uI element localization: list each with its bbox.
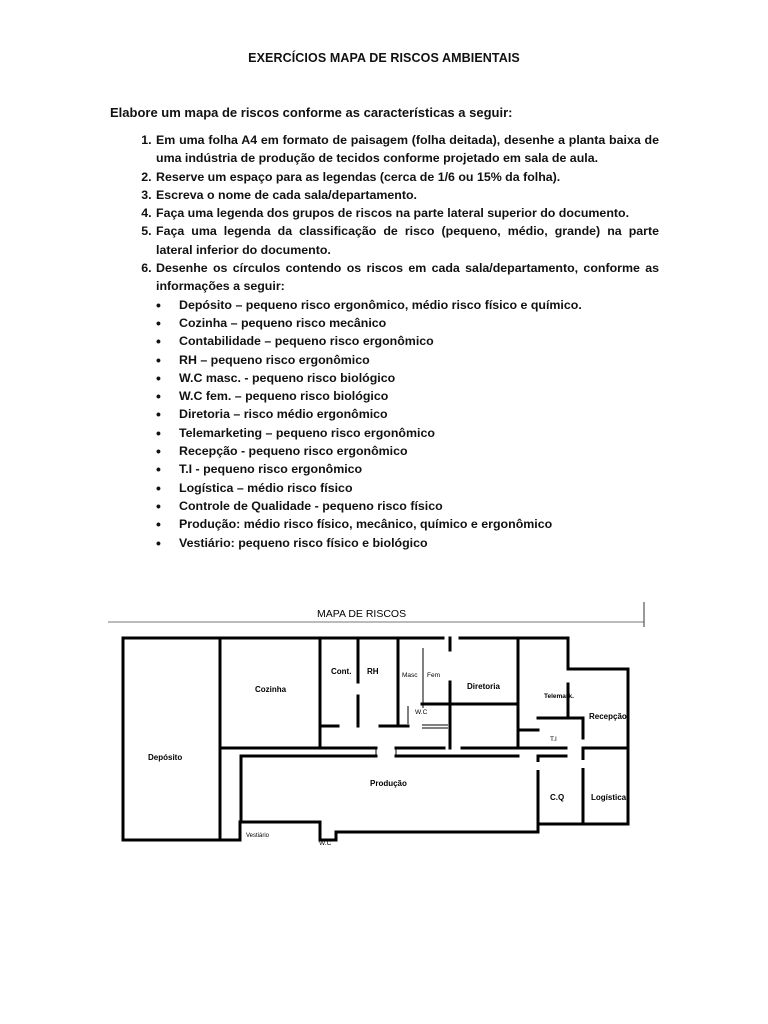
instruction-text: Faça uma legenda dos grupos de riscos na parte lateral superior do documento. [156,206,630,221]
risk-item: • Vestiário: pequeno risco físico e biológico [179,534,659,552]
risk-item: • Produção: médio risco físico, mecânico, químico e ergonômico [179,515,659,533]
risk-item: • Diretoria – risco médio ergonômico [179,405,659,423]
room-label-fem: Fem [427,672,440,679]
wall [123,638,240,840]
risk-item: • Recepção - pequeno risco ergonômico [179,442,659,460]
risk-item: • Logística – médio risco físico [179,479,659,497]
risk-item: • Contabilidade – pequeno risco ergonômico [179,332,659,350]
room-label-wc-bottom: W.C [319,840,332,847]
risk-list [156,296,659,552]
room-label-telemark: Telemark. [544,693,574,700]
instruction-text: Reserve um espaço para as legendas (cerca de 1/6 ou 15% da folha). [156,169,561,184]
instruction-item [155,204,659,222]
instruction-text: Escreva o nome de cada sala/departamento. [156,187,418,202]
room-label-logistica: Logística [591,793,627,802]
instruction-item [155,168,659,186]
room-label-deposito: Depósito [148,753,183,762]
room-label-wc-top: W.C [415,709,428,716]
instruction-text: Faça uma legenda da classificação de risco (pequeno, médio, grande) na parte lateral inferior do documento. [156,224,659,257]
room-label-ti: T.I [550,736,557,743]
room-label-cozinha: Cozinha [255,685,287,694]
room-label-vestiario: Vestiário [246,833,270,839]
wall [320,824,590,840]
instruction-text: Em uma folha A4 em formato de paisagem (folha deitada), desenhe a planta baixa de uma indústria de produção de tecidos conforme projetado em sala de aula. [156,133,659,166]
floor-plan [108,600,648,870]
risk-item: • Depósito – pequeno risco ergonômico, médio risco físico e químico. [179,296,659,314]
risk-item: • W.C fem. – pequeno risco biológico [179,387,659,405]
instruction-item [155,186,659,204]
instruction-text: Desenhe os círculos contendo os riscos em cada sala/departamento, conforme as informações a seguir: [156,261,659,294]
room-label-diretoria: Diretoria [467,682,500,691]
risk-item: • Telemarketing – pequeno risco ergonômico [179,424,659,442]
floor-plan-title: MAPA DE RISCOS [317,608,407,620]
instruction-item [155,259,659,552]
wc-door [422,725,448,728]
risk-item: • Cozinha – pequeno risco mecânico [179,314,659,332]
room-label-cq: C.Q [550,793,565,802]
risk-item: • RH – pequeno risco ergonômico [179,351,659,369]
instruction-item [155,222,659,259]
floor-plan-drawing [108,600,648,870]
risk-item: • Controle de Qualidade - pequeno risco físico [179,497,659,515]
risk-item: • W.C masc. - pequeno risco biológico [179,369,659,387]
room-label-rh: RH [367,667,379,676]
room-label-masc: Masc [402,672,418,679]
room-label-producao: Produção [370,779,407,788]
intro-text: Elabore um mapa de riscos conforme as características a seguir: [110,105,513,120]
room-label-recepcao: Recepção [589,712,627,721]
room-label-cont: Cont. [331,667,352,676]
instruction-list [110,131,659,552]
instruction-item [155,131,659,168]
risk-item: • T.I - pequeno risco ergonômico [179,460,659,478]
page-title: EXERCÍCIOS MAPA DE RISCOS AMBIENTAIS [248,51,520,65]
